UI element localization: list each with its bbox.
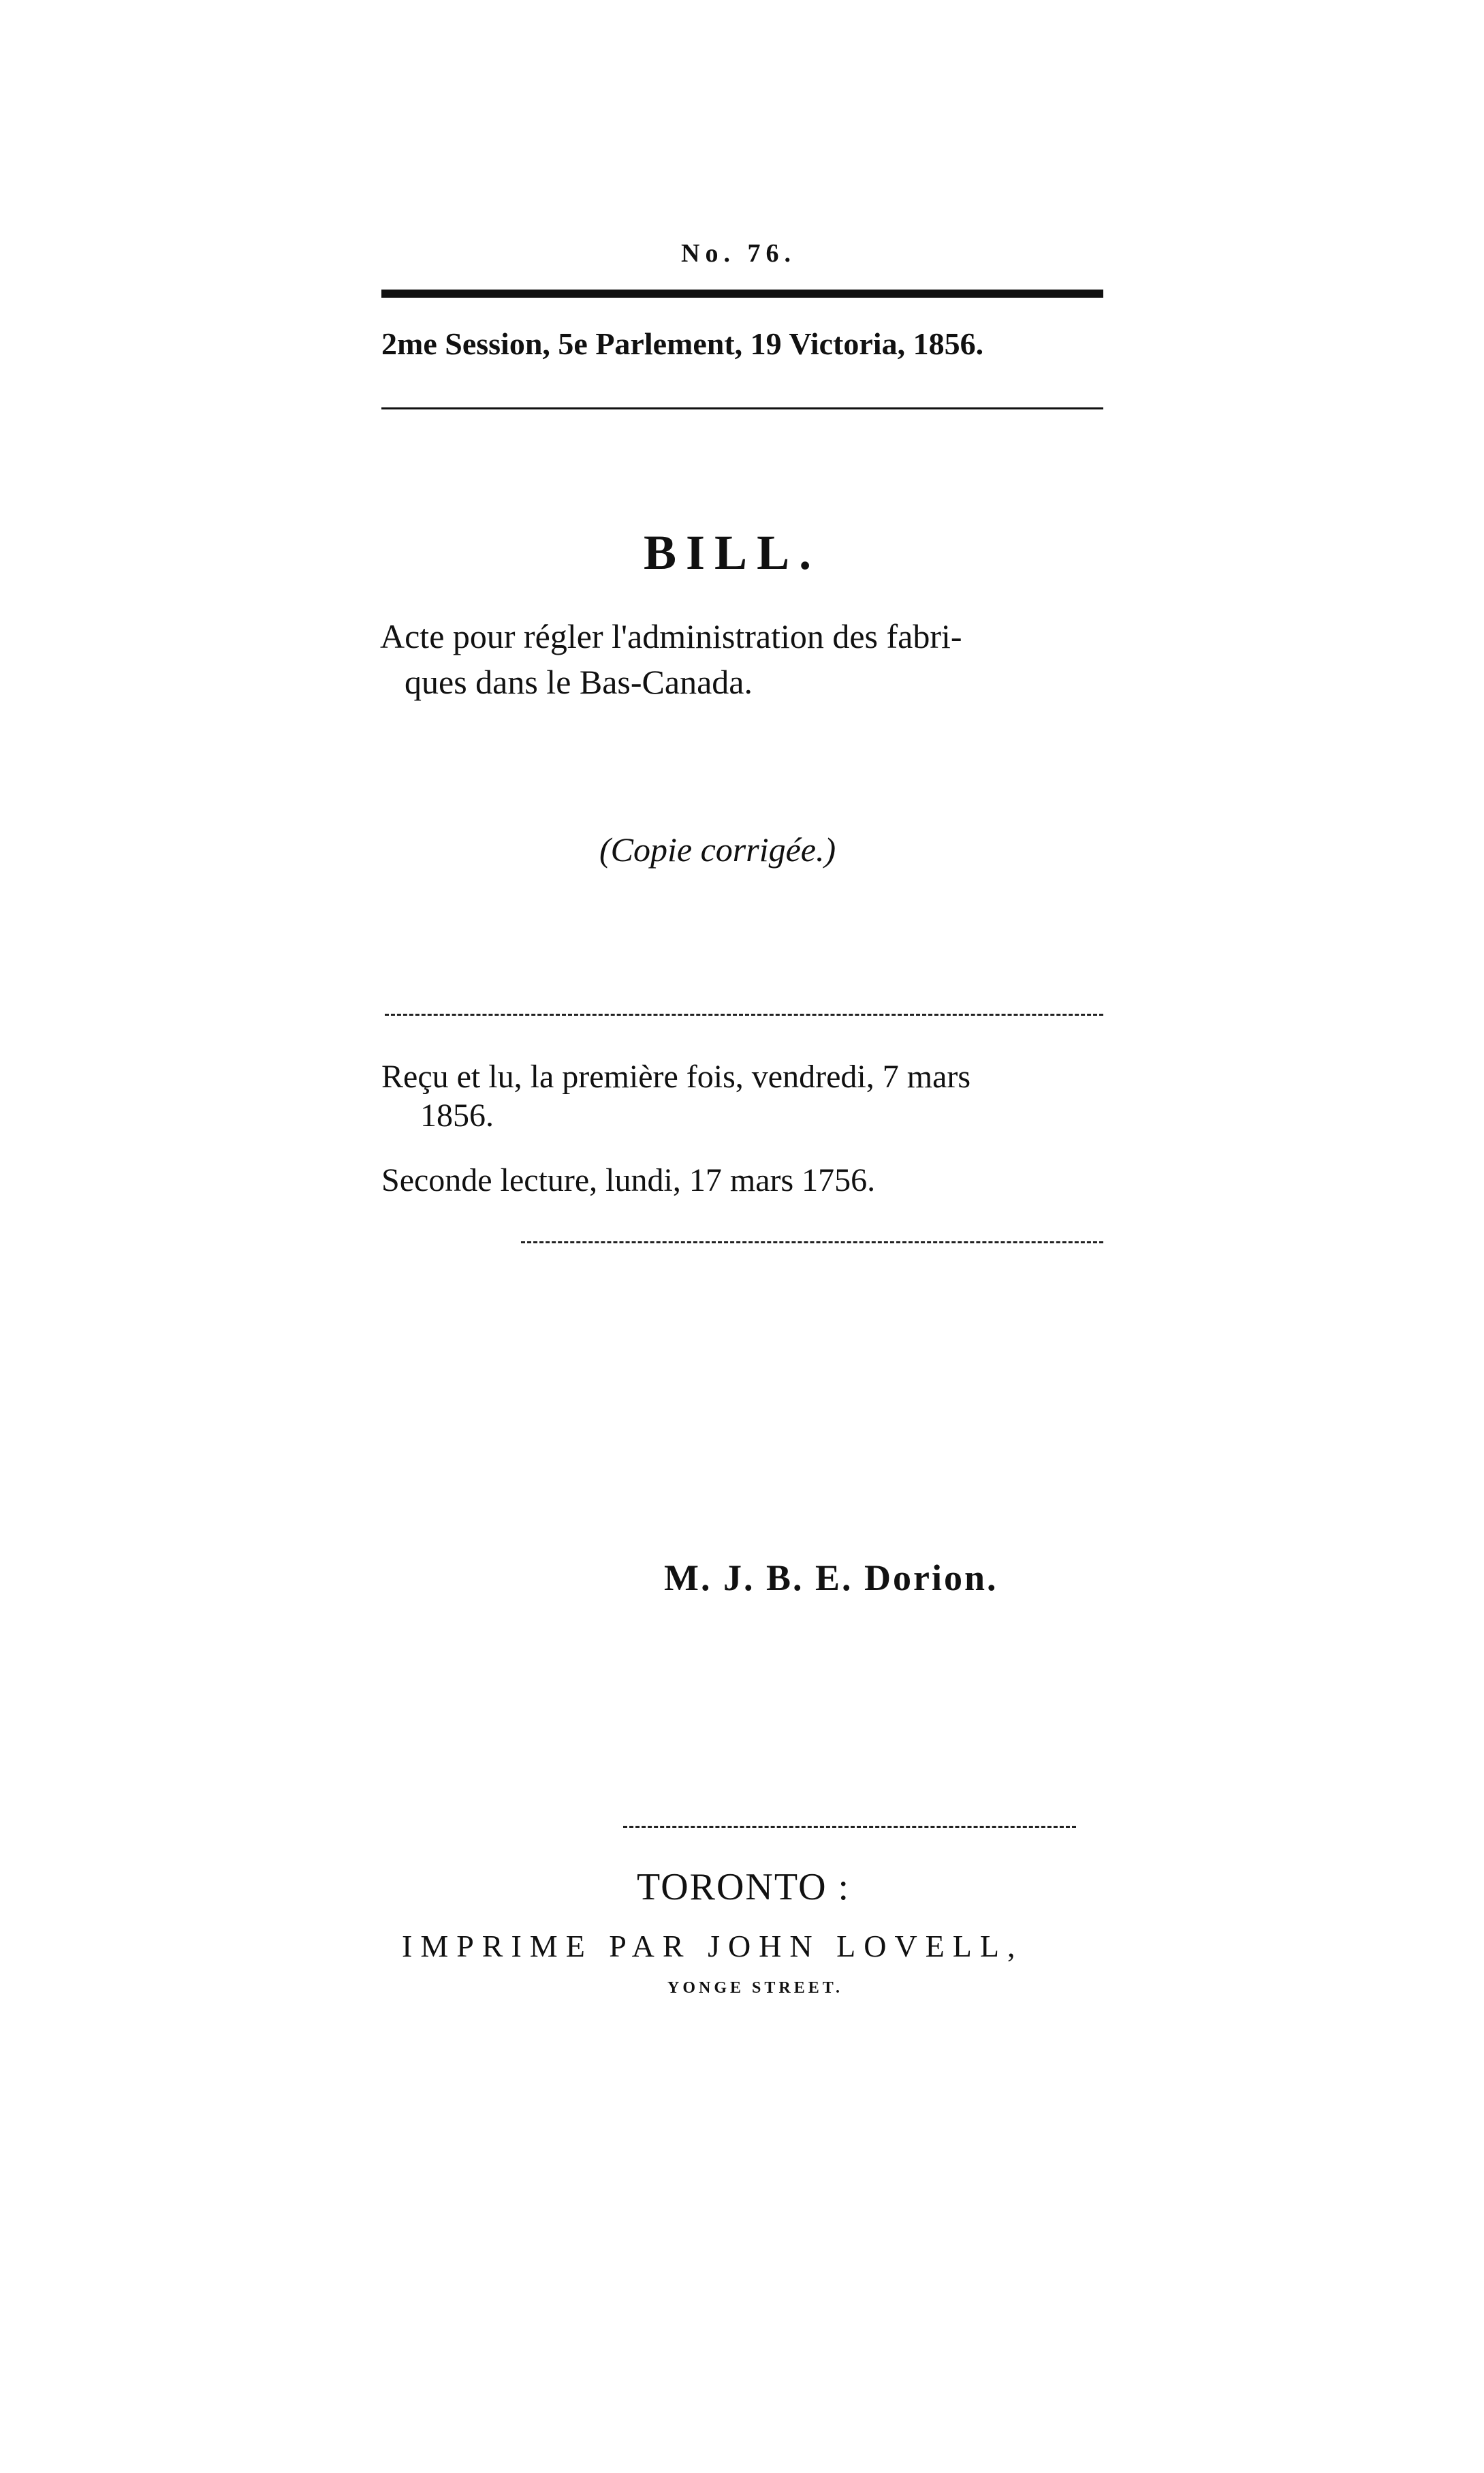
sponsor-name: M. J. B. E. Dorion. — [664, 1557, 998, 1598]
session-line: 2me Session, 5e Parlement, 19 Victoria, 1856. — [381, 326, 984, 361]
second-reading: Seconde lecture, lundi, 17 mars 1756. — [381, 1162, 876, 1198]
imprint-street: YONGE STREET. — [667, 1979, 843, 1997]
bill-number: No. 76. — [681, 239, 796, 268]
dashed-divider — [385, 1014, 1103, 1016]
bill-title: BILL. — [644, 525, 821, 580]
thin-divider — [381, 407, 1103, 409]
act-title-line-1: Acte pour régler l'administration des fabri- — [380, 617, 962, 655]
thick-divider — [381, 290, 1103, 298]
first-reading-line-1: Reçu et lu, la première fois, vendredi, 7 mars — [381, 1059, 971, 1095]
first-reading-line-2: 1856. — [420, 1098, 494, 1134]
copy-note: (Copie corrigée.) — [599, 830, 836, 869]
imprint-printer: IMPRIME PAR JOHN LOVELL, — [402, 1929, 1024, 1963]
dashed-divider — [623, 1826, 1076, 1828]
imprint-city: TORONTO : — [637, 1866, 851, 1908]
dashed-divider — [521, 1241, 1103, 1243]
act-title-line-2: ques dans le Bas-Canada. — [405, 663, 753, 701]
